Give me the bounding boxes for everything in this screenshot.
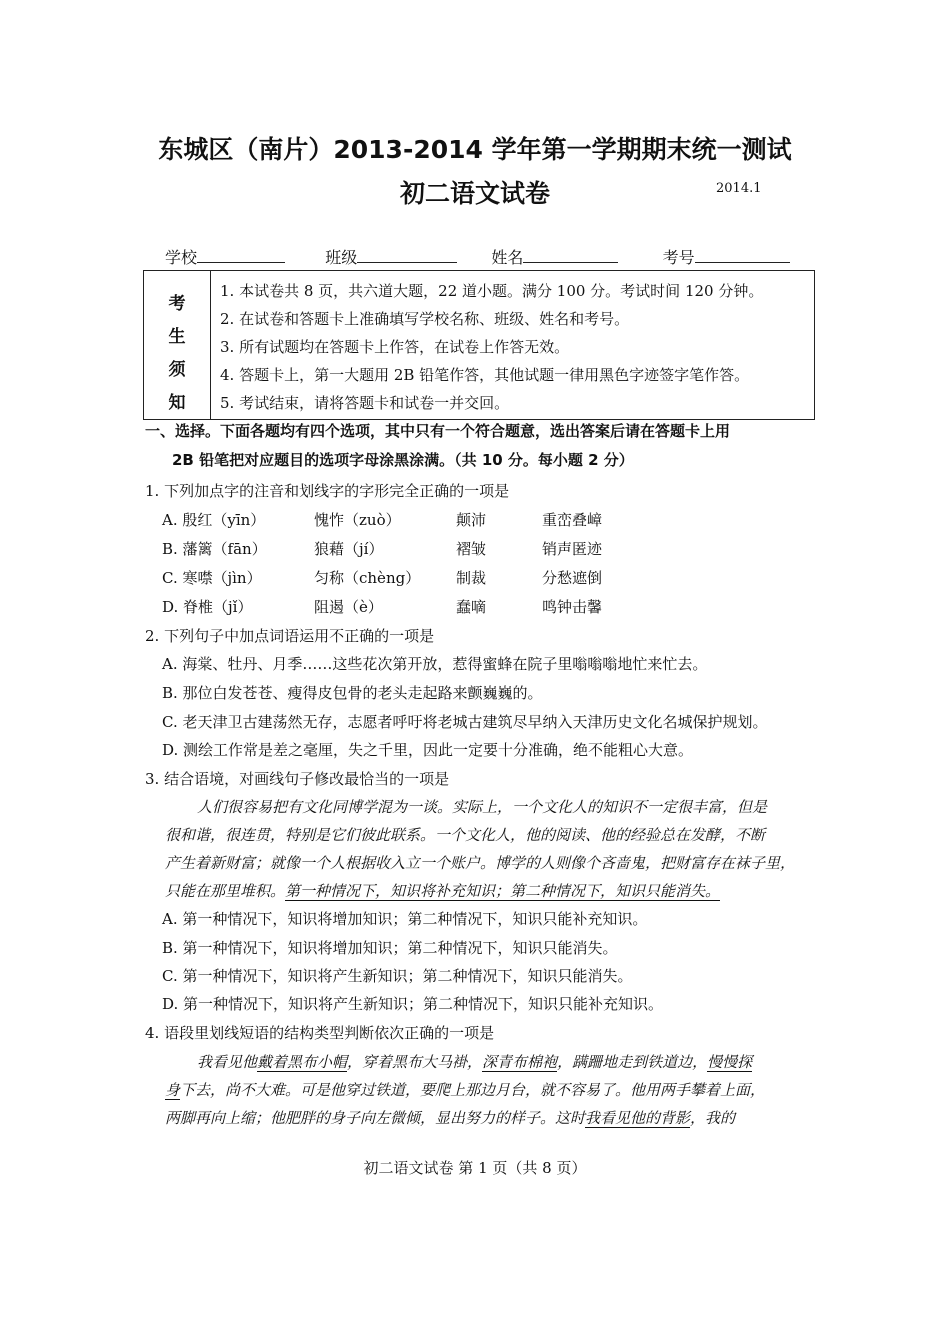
q4-underlined-phrase: 戴着黑布小帽	[257, 1053, 348, 1071]
q3-passage-line: 人们很容易把有文化同博学混为一谈。实际上，一个文化人的知识不一定很丰富，但是	[197, 798, 768, 816]
q2-option-c: C. 老天津卫古建荡然无存，志愿者呼吁将老城古建筑尽早纳入天津历史文化名城保护规划。	[162, 713, 768, 731]
q4-text: ，穿着黑布大马褂，	[347, 1053, 483, 1071]
notice-items	[220, 277, 763, 417]
page-footer: 初二语文试卷 第 1 页（共 8 页）	[363, 1159, 587, 1177]
q1-option-b-3: 褶皱	[456, 540, 487, 558]
q1-option-d-4: 鸣钟击馨	[542, 598, 603, 616]
notice-label-char: 知	[168, 393, 186, 413]
notice-item: 3. 所有试题均在答题卡上作答，在试卷上作答无效。	[220, 338, 570, 356]
exam-no-blank	[695, 248, 790, 263]
q3-passage-line: 产生着新财富；就像一个人根据收入立一个账户。博学的人则像个吝啬鬼，把财富存在袜子里，	[165, 854, 796, 872]
q1-option-d-2: 阻遏（è）	[314, 598, 383, 616]
q4-underlined-phrase: 深青布棉袍	[482, 1053, 558, 1071]
q3-option-d: D. 第一种情况下，知识将产生新知识；第二种情况下，知识只能补充知识。	[162, 995, 664, 1013]
section-heading: 一、选择。下面各题均有四个选项，其中只有一个符合题意，选出答案后请在答题卡上用	[145, 422, 731, 440]
q1-option-a-1: A. 殷红（yīn）	[162, 511, 266, 529]
q3-option-a: A. 第一种情况下，知识将增加知识；第二种情况下，知识只能补充知识。	[162, 910, 648, 928]
notice-label-char: 生	[168, 327, 186, 347]
q1-option-a-2: 愧怍（zuò）	[314, 511, 401, 529]
q3-passage-line: 很和谐，很连贯，特别是它们彼此联系。一个文化人，他的阅读、他的经验总在发酵，不断	[165, 826, 766, 844]
q4-text: 下去，尚不大难。可是他穿过铁道，要爬上那边月台，就不容易了。他用两手攀着上面，	[180, 1081, 766, 1099]
q1-option-c-4: 分愁遮倒	[542, 569, 603, 587]
q4-text: 我看见他	[197, 1053, 258, 1071]
q4-passage-line	[197, 1051, 752, 1072]
notice-item: 5. 考试结束，请将答题卡和试卷一并交回。	[220, 394, 510, 412]
q2-option-a: A. 海棠、牡丹、月季……这些花次第开放，惹得蜜蜂在院子里嗡嗡嗡地忙来忙去。	[162, 655, 708, 673]
notice-item: 4. 答题卡上，第一大题用 2B 铅笔作答，其他试题一律用黑色字迹签字笔作答。	[220, 366, 750, 384]
section-heading-cont: 2B 铅笔把对应题目的选项字母涂黑涂满。（共 10 分。每小题 2 分）	[172, 451, 634, 469]
notice-label-char: 须	[168, 360, 186, 380]
notice-item: 1. 本试卷共 8 页，共六道大题，22 道小题。满分 100 分。考试时间 120 分钟。	[220, 282, 764, 300]
q4-passage-line	[165, 1107, 735, 1128]
exam-date: 2014.1	[716, 181, 762, 196]
exam-notice-box	[143, 270, 815, 420]
q1-option-d-3: 蠢嘀	[456, 598, 487, 616]
q1-option-b-4: 销声匿迹	[542, 540, 603, 558]
name-blank	[523, 248, 618, 263]
q3-option-b: B. 第一种情况下，知识将增加知识；第二种情况下，知识只能消失。	[162, 939, 618, 957]
q1-option-b-2: 狼藉（jí）	[314, 540, 384, 558]
q4-stem: 4. 语段里划线短语的结构类型判断依次正确的一项是	[145, 1024, 495, 1042]
q3-stem: 3. 结合语境，对画线句子修改最恰当的一项是	[145, 770, 450, 788]
q1-option-d-1: D. 脊椎（jǐ）	[162, 598, 253, 616]
q3-option-c: C. 第一种情况下，知识将产生新知识；第二种情况下，知识只能消失。	[162, 967, 633, 985]
q1-option-a-4: 重峦叠嶂	[542, 511, 603, 529]
exam-no-label: 考号	[662, 248, 695, 267]
exam-subtitle: 初二语文试卷	[399, 179, 550, 208]
q4-underlined-phrase: 我看见他的背影	[585, 1109, 691, 1127]
student-info-row	[165, 245, 790, 268]
q3-passage-text: 只能在那里堆积。	[165, 882, 286, 900]
q2-option-d: D. 测绘工作常是差之毫厘，失之千里，因此一定要十分准确，绝不能粗心大意。	[162, 741, 694, 759]
notice-label	[144, 271, 211, 419]
q1-option-c-2: 匀称（chèng）	[314, 569, 421, 587]
exam-title: 东城区（南片）2013-2014 学年第一学期期末统一测试	[158, 135, 792, 164]
q4-underlined-phrase: 慢慢探	[707, 1053, 753, 1071]
q1-option-c-1: C. 寒噤（jìn）	[162, 569, 262, 587]
name-label: 姓名	[491, 248, 524, 267]
q4-text: ，我的	[690, 1109, 736, 1127]
notice-item: 2. 在试卷和答题卡上准确填写学校名称、班级、姓名和考号。	[220, 310, 630, 328]
q4-passage-line	[165, 1079, 765, 1100]
notice-label-char: 考	[168, 294, 186, 314]
class-blank	[357, 248, 457, 263]
q4-text: 两脚再向上缩；他肥胖的身子向左微倾，显出努力的样子。这时	[165, 1109, 586, 1127]
q2-option-b: B. 那位白发苍苍、瘦得皮包骨的老头走起路来颤巍巍的。	[162, 684, 543, 702]
q1-option-c-3: 制裁	[456, 569, 487, 587]
school-blank	[197, 248, 285, 263]
q3-passage-last	[165, 880, 720, 901]
q4-text: ，蹒跚地走到铁道边，	[557, 1053, 708, 1071]
school-label: 学校	[165, 248, 198, 267]
class-label: 班级	[325, 248, 358, 267]
q4-underlined-phrase: 身	[165, 1081, 181, 1099]
q1-stem: 1. 下列加点字的注音和划线字的字形完全正确的一项是	[145, 482, 510, 500]
q2-stem: 2. 下列句子中加点词语运用不正确的一项是	[145, 627, 435, 645]
q1-option-b-1: B. 藩篱（fān）	[162, 540, 267, 558]
q1-option-a-3: 颠沛	[456, 511, 487, 529]
q3-underlined-sentence: 第一种情况下，知识将补充知识；第二种情况下，知识只能消失。	[285, 882, 721, 900]
